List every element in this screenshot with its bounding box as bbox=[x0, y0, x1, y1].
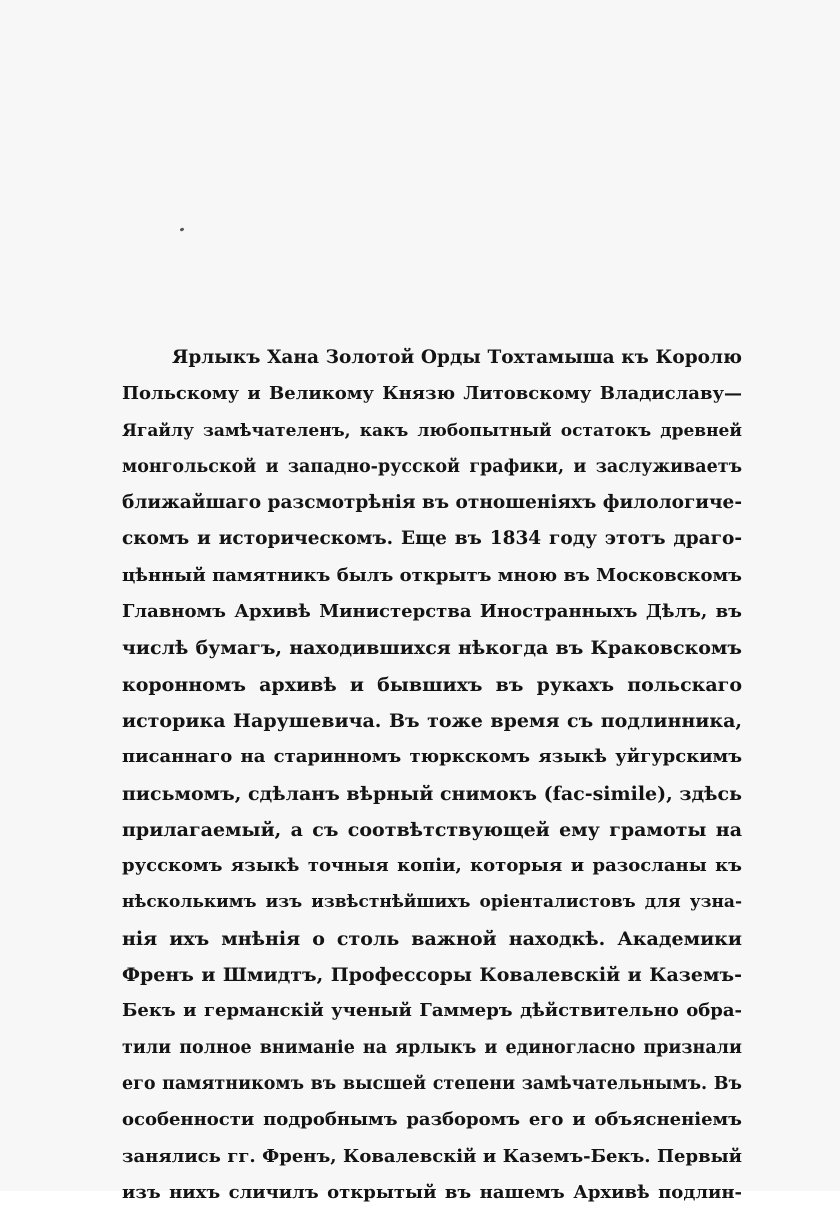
text-line: нѣсколькимъ изъ извѣстнѣйшихъ оріенталистовъ для узна- bbox=[122, 892, 742, 913]
text-line: историка Нарушевича. Въ тоже время съ подлинника, bbox=[122, 709, 742, 732]
text-line: писаннаго на старинномъ тюркскомъ языкѣ уйгурскимъ bbox=[122, 746, 742, 768]
text-line: особенности подробнымъ разборомъ его и объясненіемъ bbox=[122, 1109, 742, 1131]
text-line: прилагаемый, а съ соотвѣтствующей ему грамоты на bbox=[122, 818, 742, 841]
text-line: монгольской и западно-русской графики, и заслуживаетъ bbox=[122, 456, 742, 477]
text-line: ближайшаго разсмотрѣнія въ отношеніяхъ филологиче- bbox=[122, 492, 742, 514]
text-line: Ярлыкъ Хана Золотой Орды Тохтамыша къ Королю bbox=[172, 347, 742, 368]
text-line: его памятникомъ въ высшей степени замѣчательнымъ. Въ bbox=[122, 1073, 742, 1094]
text-line: Польскому и Великому Князю Литовскому Владиславу— bbox=[122, 383, 742, 405]
body-paragraph bbox=[122, 340, 742, 1211]
text-line: Бекъ и германскій ученый Гаммеръ дѣйствительно обра- bbox=[122, 1000, 742, 1022]
text-line: русскомъ языкѣ точныя копіи, которыя и разосланы къ bbox=[122, 855, 742, 877]
text-line: нія ихъ мнѣнія о столь важной находкѣ. Академики bbox=[122, 927, 742, 950]
text-line: Френъ и Шмидтъ, Профессоры Ковалевскій и Каземъ- bbox=[122, 964, 742, 987]
text-line: письмомъ, сдѣланъ вѣрный снимокъ (fac-simile), здѣсь bbox=[122, 782, 742, 805]
text-line: скомъ и историческомъ. Еще въ 1834 году этотъ драго- bbox=[122, 528, 742, 550]
text-line: коронномъ архивѣ и бывшихъ въ рукахъ польскаго bbox=[122, 673, 742, 696]
text-line: Ягайлу замѣчателенъ, какъ любопытный остатокъ древней bbox=[122, 420, 742, 441]
text-line: тили полное вниманіе на ярлыкъ и единогласно признали bbox=[122, 1037, 742, 1058]
text-line: числѣ бумагъ, находившихся нѣкогда въ Краковскомъ bbox=[122, 637, 742, 660]
text-line: Главномъ Архивѣ Министерства Иностранныхъ Дѣлъ, въ bbox=[122, 601, 742, 623]
text-line: занялись гг. Френъ, Ковалевскій и Каземъ-Бекъ. Первый bbox=[122, 1145, 742, 1167]
text-line: изъ нихъ сличилъ открытый въ нашемъ Архивѣ подлин- bbox=[122, 1181, 742, 1203]
ink-speck bbox=[180, 227, 185, 231]
text-line: цѣнный памятникъ былъ открытъ мною въ Московскомъ bbox=[122, 564, 742, 586]
